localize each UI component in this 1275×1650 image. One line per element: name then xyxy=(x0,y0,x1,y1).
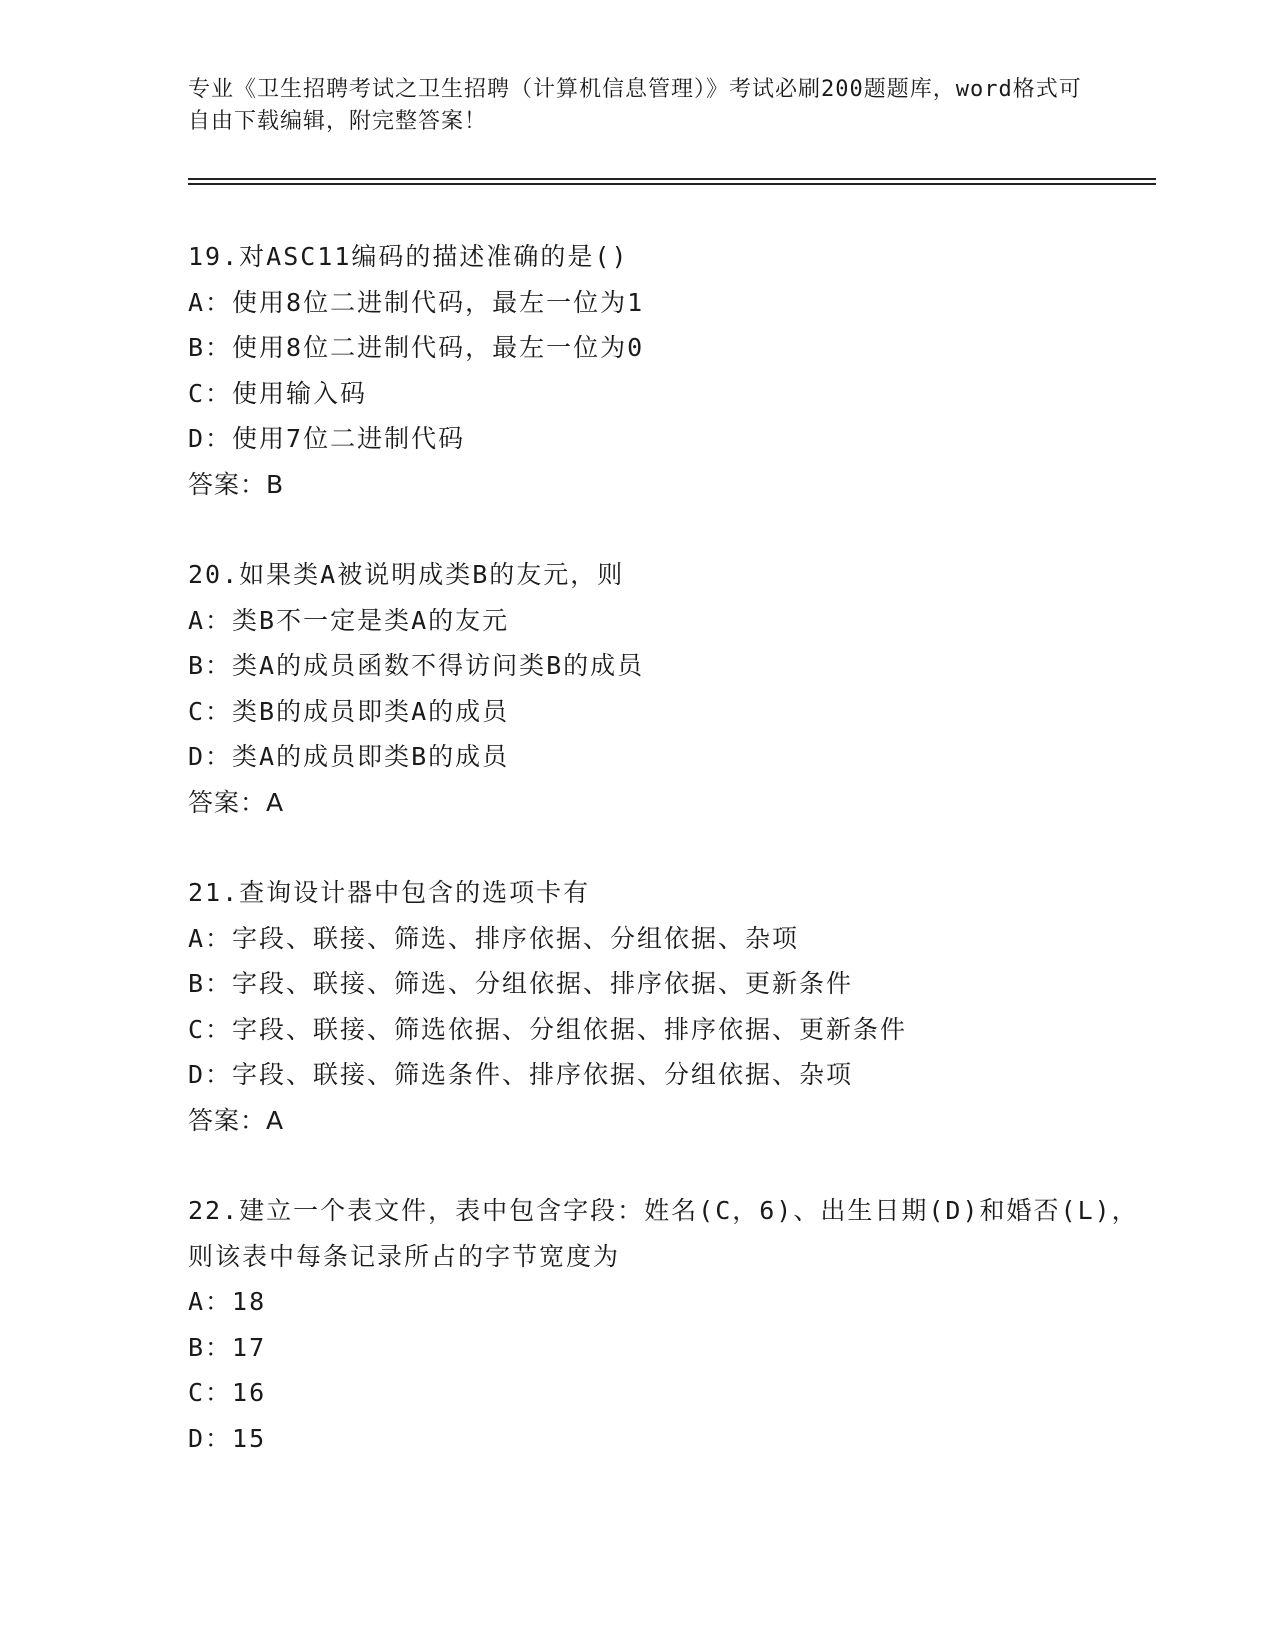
answer-line: 答案：B xyxy=(188,469,285,499)
question-21 xyxy=(188,870,1148,1143)
option-a: A：使用8位二进制代码，最左一位为1 xyxy=(188,287,645,317)
header-divider-bottom xyxy=(188,183,1156,185)
answer-line: 答案：A xyxy=(188,787,285,817)
option-c: C：使用输入码 xyxy=(188,378,368,408)
document-header-title: 专业《卫生招聘考试之卫生招聘（计算机信息管理）》考试必刷200题题库，word格式可自由下载编辑，附完整答案！ xyxy=(188,77,1082,134)
question-22 xyxy=(188,1188,1148,1461)
option-d: D：字段、联接、筛选条件、排序依据、分组依据、杂项 xyxy=(188,1060,854,1089)
option-d: D：类A的成员即类B的成员 xyxy=(188,742,510,771)
option-b: B：17 xyxy=(188,1332,267,1362)
option-d: D：15 xyxy=(188,1423,267,1453)
question-20 xyxy=(188,552,1148,825)
option-c: C：16 xyxy=(188,1378,267,1407)
option-a: A：18 xyxy=(188,1287,267,1316)
question-stem: 22.建立一个表文件，表中包含字段：姓名(C，6)、出生日期(D)和婚否(L)，则该表中每条记录所占的字节宽度为 xyxy=(188,1196,1139,1271)
question-stem: 20.如果类A被说明成类B的友元，则 xyxy=(188,560,625,589)
option-a: A：字段、联接、筛选、排序依据、分组依据、杂项 xyxy=(188,923,800,953)
option-b: B：类A的成员函数不得访问类B的成员 xyxy=(188,651,645,680)
header-divider-top xyxy=(188,178,1156,180)
option-b: B：字段、联接、筛选、分组依据、排序依据、更新条件 xyxy=(188,969,854,998)
answer-line: 答案：A xyxy=(188,1105,285,1135)
option-b: B：使用8位二进制代码，最左一位为0 xyxy=(188,333,645,362)
question-stem: 21.查询设计器中包含的选项卡有 xyxy=(188,878,591,907)
option-d: D：使用7位二进制代码 xyxy=(188,424,466,453)
option-a: A：类B不一定是类A的友元 xyxy=(188,605,510,635)
option-c: C：字段、联接、筛选依据、分组依据、排序依据、更新条件 xyxy=(188,1014,908,1044)
question-19 xyxy=(188,234,1148,507)
question-stem: 19.对ASC11编码的描述准确的是() xyxy=(188,242,629,271)
option-c: C：类B的成员即类A的成员 xyxy=(188,696,510,726)
